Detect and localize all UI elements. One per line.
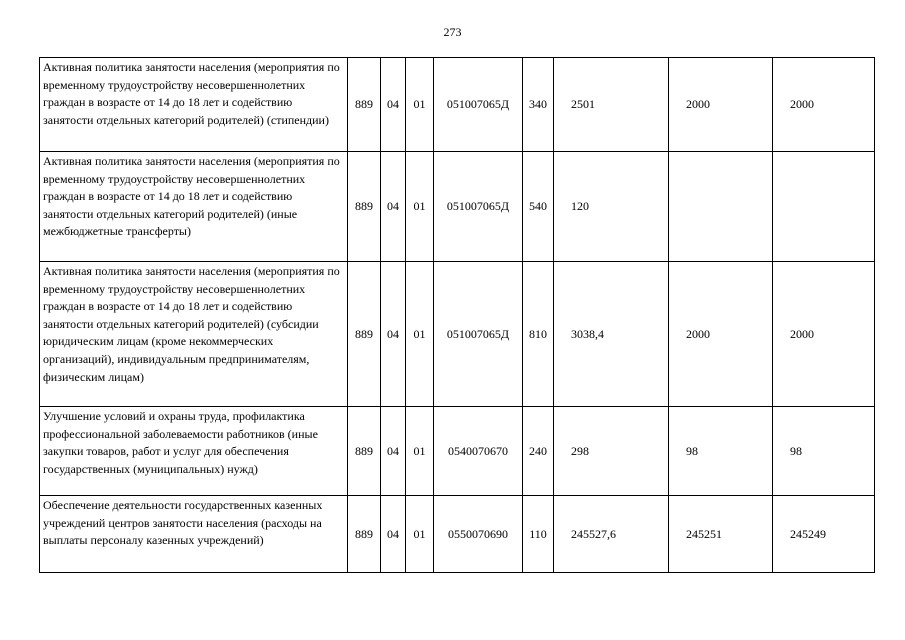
target-article-code: 051007065Д bbox=[434, 58, 523, 152]
target-article-code: 0540070670 bbox=[434, 407, 523, 496]
section-code: 04 bbox=[381, 58, 406, 152]
amount-2: 245251 bbox=[669, 496, 773, 573]
amount-3 bbox=[773, 152, 875, 262]
subsection-code: 01 bbox=[406, 152, 434, 262]
expense-type-code: 540 bbox=[523, 152, 554, 262]
expense-type-code: 810 bbox=[523, 262, 554, 407]
expense-type-code: 340 bbox=[523, 58, 554, 152]
row-description: Улучшение условий и охраны труда, профилактика профессиональной заболеваемости работников (иные закупки товаров, работ и услуг для обеспечения государственных (муниципальных) нужд) bbox=[40, 407, 348, 496]
amount-3: 2000 bbox=[773, 262, 875, 407]
row-description: Активная политика занятости населения (мероприятия по временному трудоустройству несовершеннолетних граждан в возрасте от 14 до 18 лет и содействию занятости отдельных категорий родителей) (субсидии юридическим лицам (кроме некоммерческих организаций), индивидуальным предпринимателям, физическим лицам) bbox=[40, 262, 348, 407]
amount-1: 298 bbox=[554, 407, 669, 496]
budget-table bbox=[39, 57, 875, 573]
row-description: Обеспечение деятельности государственных казенных учреждений центров занятости населения (расходы на выплаты персоналу казенных учреждений) bbox=[40, 496, 348, 573]
amount-2: 98 bbox=[669, 407, 773, 496]
amount-3: 98 bbox=[773, 407, 875, 496]
table-row bbox=[40, 496, 875, 573]
amount-2: 2000 bbox=[669, 58, 773, 152]
table-row bbox=[40, 407, 875, 496]
amount-3: 245249 bbox=[773, 496, 875, 573]
section-code: 04 bbox=[381, 262, 406, 407]
row-description: Активная политика занятости населения (мероприятия по временному трудоустройству несовершеннолетних граждан в возрасте от 14 до 18 лет и содействию занятости отдельных категорий родителей) (иные межбюджетные трансферты) bbox=[40, 152, 348, 262]
subsection-code: 01 bbox=[406, 496, 434, 573]
amount-1: 120 bbox=[554, 152, 669, 262]
subsection-code: 01 bbox=[406, 407, 434, 496]
section-code: 04 bbox=[381, 407, 406, 496]
section-code: 04 bbox=[381, 152, 406, 262]
ministry-code: 889 bbox=[348, 407, 381, 496]
row-description: Активная политика занятости населения (мероприятия по временному трудоустройству несовершеннолетних граждан в возрасте от 14 до 18 лет и содействию занятости отдельных категорий родителей) (стипендии) bbox=[40, 58, 348, 152]
target-article-code: 051007065Д bbox=[434, 262, 523, 407]
ministry-code: 889 bbox=[348, 58, 381, 152]
amount-1: 2501 bbox=[554, 58, 669, 152]
amount-3: 2000 bbox=[773, 58, 875, 152]
ministry-code: 889 bbox=[348, 496, 381, 573]
target-article-code: 0550070690 bbox=[434, 496, 523, 573]
table-row bbox=[40, 58, 875, 152]
subsection-code: 01 bbox=[406, 262, 434, 407]
amount-1: 245527,6 bbox=[554, 496, 669, 573]
expense-type-code: 110 bbox=[523, 496, 554, 573]
section-code: 04 bbox=[381, 496, 406, 573]
table-row bbox=[40, 262, 875, 407]
page-number: 273 bbox=[443, 25, 462, 39]
ministry-code: 889 bbox=[348, 152, 381, 262]
amount-2 bbox=[669, 152, 773, 262]
ministry-code: 889 bbox=[348, 262, 381, 407]
subsection-code: 01 bbox=[406, 58, 434, 152]
table-row bbox=[40, 152, 875, 262]
amount-2: 2000 bbox=[669, 262, 773, 407]
target-article-code: 051007065Д bbox=[434, 152, 523, 262]
amount-1: 3038,4 bbox=[554, 262, 669, 407]
expense-type-code: 240 bbox=[523, 407, 554, 496]
